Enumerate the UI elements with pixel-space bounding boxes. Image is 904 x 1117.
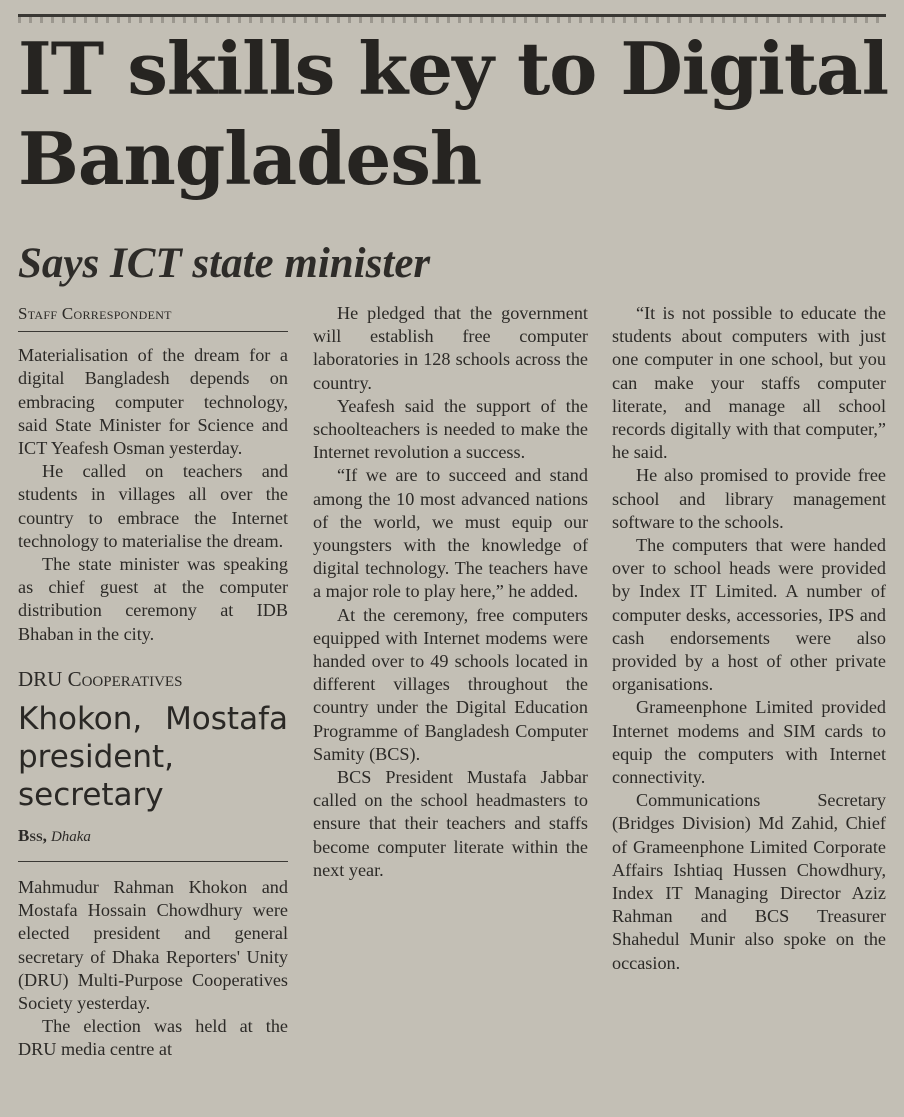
brief-headline: Khokon, Mostafa president, secretary xyxy=(18,700,288,813)
article-paragraph: He called on teachers and students in villages all over the country to embrace the Internet technology to materialise the dream. xyxy=(18,461,288,551)
brief-byline-place: Dhaka xyxy=(50,828,91,845)
headline: IT skills key to Digital Bangladesh xyxy=(18,26,889,201)
article-paragraph: He pledged that the government will establish free computer laboratories in 128 schools across the country. xyxy=(313,303,588,393)
brief-paragraph: The election was held at the DRU media centre at xyxy=(18,1016,288,1060)
article-paragraph: Communications Secretary (Bridges Division) Md Zahid, Chief of Grameenphone Limited Corporate Affairs Ishtiaq Hussen Chowdhury, Index IT Managing Director Aziz Rahman and BCS Treasurer Shahedul Munir also spoke on the occasion. xyxy=(612,790,886,973)
article-paragraph: BCS President Mustafa Jabbar called on the school headmasters to ensure that their teachers and staffs become computer literate within the next year. xyxy=(313,767,588,880)
deck: Says ICT state minister xyxy=(18,240,431,287)
column-1 xyxy=(18,298,288,1062)
brief-paragraph: Mahmudur Rahman Khokon and Mostafa Hossain Chowdhury were elected president and general secretary of Dhaka Reporters' Unity (DRU) Multi-Purpose Cooperatives Society yesterday. xyxy=(18,877,288,1014)
article-paragraph: Materialisation of the dream for a digital Bangladesh depends on embracing computer technology, said State Minister for Science and ICT Yeafesh Osman yesterday. xyxy=(18,345,288,459)
brief-kicker: DRU Cooperatives xyxy=(18,666,183,691)
column-2 xyxy=(313,302,588,882)
article-paragraph: He also promised to provide free school and library management software to the schools. xyxy=(612,465,886,532)
brief-byline xyxy=(18,814,288,862)
top-rule-texture xyxy=(18,17,886,23)
article-paragraph: At the ceremony, free computers equipped with Internet modems were handed over to 49 schools located in different villages throughout the country under the Digital Education Programme of Bangladesh Computer Samity (BCS). xyxy=(313,604,588,764)
column-3 xyxy=(612,302,886,975)
article-paragraph: The state minister was speaking as chief guest at the computer distribution ceremony at IDB Bhaban in the city. xyxy=(18,554,288,644)
brief-byline-agency: Bss, xyxy=(18,825,47,845)
article-paragraph: “It is not possible to educate the students about computers with just one computer in one school, but you can make your staffs computer literate, and manage all school records digitally with that computer,” he said. xyxy=(612,303,886,463)
article-paragraph: The computers that were handed over to school heads were provided by Index IT Limited. A number of computer desks, accessories, IPS and cash endorsements were also provided by a host of other private organisations. xyxy=(612,535,886,695)
article-paragraph: “If we are to succeed and stand among the 10 most advanced nations of the world, we must equip our youngsters with the knowledge of digital technology. The teachers have a major role to play here,” he added. xyxy=(313,465,588,602)
article-paragraph: Yeafesh said the support of the schoolteachers is needed to make the Internet revolution a success. xyxy=(313,395,588,463)
byline: Staff Correspondent xyxy=(18,298,288,332)
article-paragraph: Grameenphone Limited provided Internet modems and SIM cards to equip the computers with Internet connectivity. xyxy=(612,697,886,788)
